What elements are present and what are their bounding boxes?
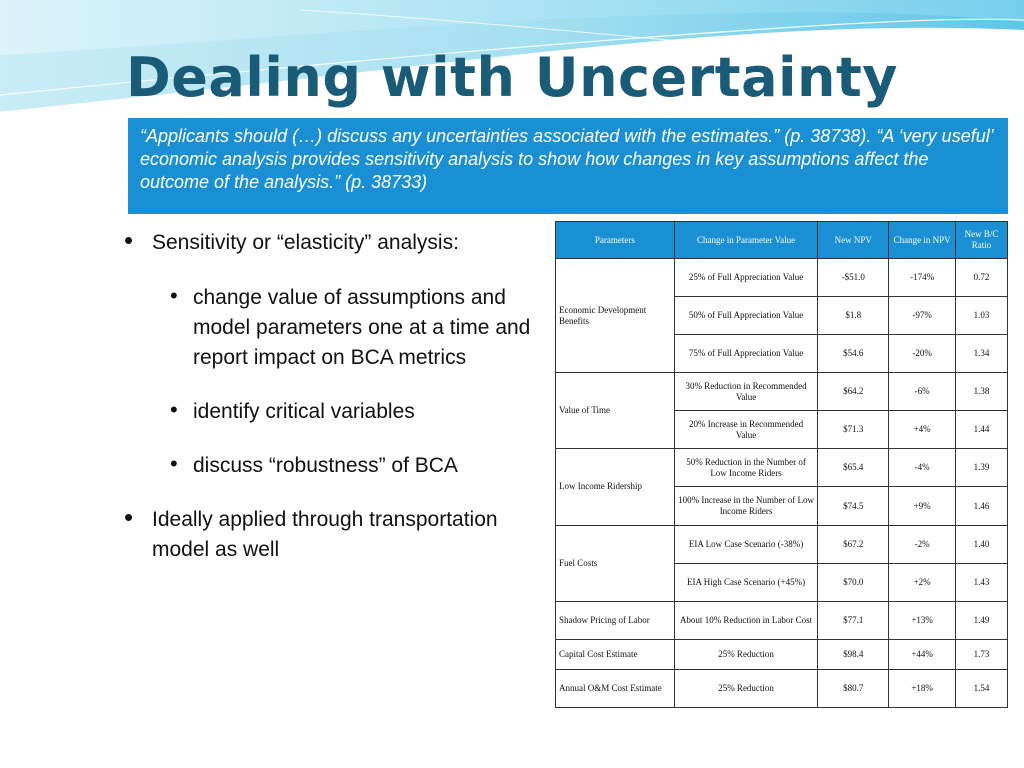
dnpv-cell: -6% bbox=[889, 373, 956, 411]
dnpv-cell: +9% bbox=[889, 487, 956, 525]
change-cell: 25% Reduction bbox=[674, 669, 818, 707]
param-cell: Annual O&M Cost Estimate bbox=[556, 669, 675, 707]
npv-cell: $80.7 bbox=[818, 669, 889, 707]
table-header-row bbox=[556, 222, 1008, 259]
bc-cell: 1.39 bbox=[956, 449, 1008, 487]
change-cell: 30% Reduction in Recommended Value bbox=[674, 373, 818, 411]
change-cell: EIA High Case Scenario (+45%) bbox=[674, 563, 818, 601]
change-cell: 100% Increase in the Number of Low Income Riders bbox=[674, 487, 818, 525]
dnpv-cell: +18% bbox=[889, 669, 956, 707]
quote-box bbox=[128, 118, 1008, 214]
dnpv-cell: -97% bbox=[889, 297, 956, 335]
change-cell: 25% of Full Appreciation Value bbox=[674, 259, 818, 297]
table-row bbox=[556, 669, 1008, 707]
param-cell: Low Income Ridership bbox=[556, 449, 675, 525]
npv-cell: $67.2 bbox=[818, 525, 889, 563]
change-cell: 50% of Full Appreciation Value bbox=[674, 297, 818, 335]
quote-text: “Applicants should (…) discuss any uncertainties associated with the estimates.” (p. 38738). “A ‘very useful’ economic analysis provides sensitivity analysis to show how changes in key assumptions affect the outcome of the analysis.” (p. 38733) bbox=[140, 126, 993, 192]
dnpv-cell: +4% bbox=[889, 411, 956, 449]
table-row bbox=[556, 601, 1008, 639]
npv-cell: $77.1 bbox=[818, 601, 889, 639]
sensitivity-table bbox=[555, 221, 1008, 708]
npv-cell: $65.4 bbox=[818, 449, 889, 487]
header-change-npv: Change in NPV bbox=[889, 222, 956, 259]
subbullet-change-value: • change value of assumptions and model parameters one at a time and report impact on BCA metrics bbox=[120, 283, 540, 373]
npv-cell: -$51.0 bbox=[818, 259, 889, 297]
npv-cell: $54.6 bbox=[818, 335, 889, 373]
bc-cell: 1.46 bbox=[956, 487, 1008, 525]
param-cell: Economic Development Benefits bbox=[556, 259, 675, 373]
table-row bbox=[556, 525, 1008, 563]
table-row bbox=[556, 449, 1008, 487]
bc-cell: 1.54 bbox=[956, 669, 1008, 707]
bullet-list bbox=[120, 228, 540, 565]
change-cell: EIA Low Case Scenario (-38%) bbox=[674, 525, 818, 563]
bc-cell: 1.34 bbox=[956, 335, 1008, 373]
bullet-transportation-model: • Ideally applied through transportation model as well bbox=[120, 505, 540, 565]
param-cell: Capital Cost Estimate bbox=[556, 639, 675, 669]
bc-cell: 1.49 bbox=[956, 601, 1008, 639]
npv-cell: $98.4 bbox=[818, 639, 889, 669]
change-cell: 25% Reduction bbox=[674, 639, 818, 669]
dnpv-cell: +13% bbox=[889, 601, 956, 639]
bc-cell: 1.03 bbox=[956, 297, 1008, 335]
bc-cell: 0.72 bbox=[956, 259, 1008, 297]
table-row bbox=[556, 639, 1008, 669]
npv-cell: $64.2 bbox=[818, 373, 889, 411]
param-cell: Fuel Costs bbox=[556, 525, 675, 601]
dnpv-cell: -174% bbox=[889, 259, 956, 297]
change-cell: 50% Reduction in the Number of Low Income Riders bbox=[674, 449, 818, 487]
header-new-npv: New NPV bbox=[818, 222, 889, 259]
header-change-value: Change in Parameter Value bbox=[674, 222, 818, 259]
bc-cell: 1.38 bbox=[956, 373, 1008, 411]
table-row bbox=[556, 259, 1008, 297]
subbullet-robustness: • discuss “robustness” of BCA bbox=[120, 451, 540, 481]
change-cell: About 10% Reduction in Labor Cost bbox=[674, 601, 818, 639]
dnpv-cell: -2% bbox=[889, 525, 956, 563]
dnpv-cell: -4% bbox=[889, 449, 956, 487]
npv-cell: $71.3 bbox=[818, 411, 889, 449]
param-cell: Value of Time bbox=[556, 373, 675, 449]
bullet-sensitivity: • Sensitivity or “elasticity” analysis: bbox=[120, 228, 540, 258]
dnpv-cell: -20% bbox=[889, 335, 956, 373]
npv-cell: $70.0 bbox=[818, 563, 889, 601]
dnpv-cell: +44% bbox=[889, 639, 956, 669]
param-cell: Shadow Pricing of Labor bbox=[556, 601, 675, 639]
header-bc-ratio: New B/C Ratio bbox=[956, 222, 1008, 259]
bc-cell: 1.73 bbox=[956, 639, 1008, 669]
change-cell: 20% Increase in Recommended Value bbox=[674, 411, 818, 449]
subbullet-identify-variables: • identify critical variables bbox=[120, 397, 540, 427]
bc-cell: 1.40 bbox=[956, 525, 1008, 563]
npv-cell: $1.8 bbox=[818, 297, 889, 335]
npv-cell: $74.5 bbox=[818, 487, 889, 525]
slide-title: Dealing with Uncertainty bbox=[125, 46, 899, 109]
table-row bbox=[556, 373, 1008, 411]
bc-cell: 1.44 bbox=[956, 411, 1008, 449]
bc-cell: 1.43 bbox=[956, 563, 1008, 601]
header-parameters: Parameters bbox=[556, 222, 675, 259]
dnpv-cell: +2% bbox=[889, 563, 956, 601]
change-cell: 75% of Full Appreciation Value bbox=[674, 335, 818, 373]
